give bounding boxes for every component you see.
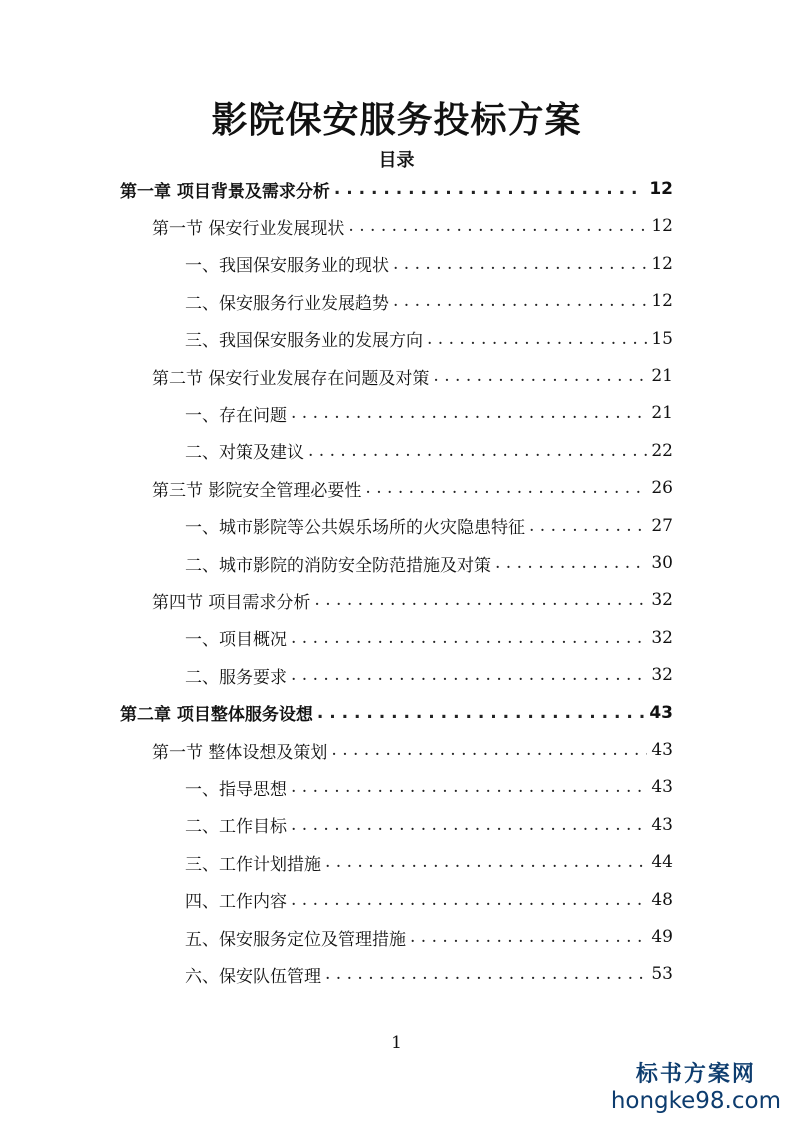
toc-entry-title: 二、服务要求	[185, 667, 287, 688]
toc-entry[interactable]	[185, 511, 673, 541]
toc-entry[interactable]	[185, 398, 673, 428]
toc-entry-page: 22	[651, 440, 673, 461]
toc-entry-page: 43	[651, 814, 673, 835]
toc-entry-title: 三、工作计划措施	[185, 854, 321, 875]
toc-dot-leader	[314, 590, 647, 610]
toc-dot-leader	[393, 291, 647, 311]
toc-dot-leader	[348, 216, 647, 236]
toc-entry-title: 五、保安服务定位及管理措施	[185, 929, 406, 950]
toc-entry-title: 三、我国保安服务业的发展方向	[185, 331, 423, 352]
toc-entry-page: 27	[651, 515, 673, 536]
toc-dot-leader	[410, 927, 647, 947]
toc-entry[interactable]	[185, 847, 673, 877]
toc-dot-leader	[291, 403, 647, 423]
toc-entry-page: 43	[651, 777, 673, 798]
toc-dot-leader	[365, 478, 647, 498]
toc-dot-leader	[393, 254, 647, 274]
toc-entry-page: 21	[651, 403, 673, 424]
toc-dot-leader	[291, 777, 647, 797]
toc-entry[interactable]	[120, 174, 673, 204]
toc-entry[interactable]	[185, 885, 673, 915]
toc-entry-page: 26	[651, 478, 673, 499]
toc-entry[interactable]	[185, 922, 673, 952]
toc-dot-leader	[325, 964, 647, 984]
toc-entry-page: 44	[651, 852, 673, 873]
toc-entry[interactable]	[185, 810, 673, 840]
toc-entry-page: 12	[651, 291, 673, 312]
toc-dot-leader	[291, 815, 647, 835]
toc-entry[interactable]	[185, 660, 673, 690]
page-number: 1	[391, 1033, 402, 1053]
toc-entry[interactable]	[185, 548, 673, 578]
toc-entry-page: 12	[649, 179, 673, 199]
toc-dot-leader	[529, 516, 647, 536]
toc-entry-page: 43	[651, 740, 673, 760]
toc-entry-page: 43	[649, 702, 673, 723]
toc-entry-title: 一、我国保安服务业的现状	[185, 256, 389, 277]
toc-entry[interactable]	[152, 211, 673, 241]
toc-dot-leader	[317, 703, 645, 723]
toc-entry-title: 第一章 项目背景及需求分析	[120, 181, 330, 202]
toc-entry-title: 第二章 项目整体服务设想	[120, 705, 313, 726]
toc-entry-title: 一、存在问题	[185, 405, 287, 426]
toc-entry[interactable]	[152, 585, 673, 615]
toc-entry[interactable]	[185, 249, 673, 279]
watermark-logo	[611, 1057, 781, 1114]
toc-entry-title: 二、工作目标	[185, 817, 287, 838]
toc-dot-leader	[331, 740, 647, 760]
toc-entry-page: 32	[651, 590, 673, 611]
toc-entry-title: 第三节 影院安全管理必要性	[152, 480, 362, 501]
toc-dot-leader	[495, 553, 647, 573]
toc-entry-title: 第一节 保安行业发展现状	[152, 218, 345, 239]
toc-entry-title: 一、项目概况	[185, 630, 287, 651]
toc-entry[interactable]	[185, 959, 673, 989]
toc-entry-title: 一、指导思想	[185, 779, 287, 800]
toc-entry-title: 第一节 整体设想及策划	[152, 742, 328, 763]
toc-entry-page: 12	[651, 253, 673, 274]
toc-entry-title: 二、城市影院的消防安全防范措施及对策	[185, 555, 491, 576]
toc-entry-page: 12	[651, 216, 673, 237]
toc-entry[interactable]	[185, 436, 673, 466]
toc-entry[interactable]	[185, 324, 673, 354]
toc-entry-page: 21	[651, 366, 673, 386]
toc-entry-page: 49	[651, 927, 673, 947]
toc-entry-title: 二、保安服务行业发展趋势	[185, 293, 389, 314]
watermark-cn-text: 标书方案网	[635, 1062, 756, 1087]
toc-entry-title: 六、保安队伍管理	[185, 966, 321, 987]
toc-entry-page: 32	[651, 627, 673, 648]
toc-entry-page: 15	[651, 328, 673, 349]
toc-heading: 目录	[378, 150, 415, 171]
toc-entry-page: 48	[651, 889, 673, 910]
toc-entry-title: 一、城市影院等公共娱乐场所的火灾隐患特征	[185, 518, 525, 539]
toc-dot-leader	[325, 852, 647, 872]
watermark-en-text: hongke98.com	[610, 1088, 781, 1114]
toc-entry-title: 四、工作内容	[185, 892, 287, 913]
toc-entry-title: 第四节 项目需求分析	[152, 592, 311, 613]
toc-entry-page: 53	[651, 964, 673, 985]
toc-entry[interactable]	[185, 286, 673, 316]
toc-entry[interactable]	[120, 698, 673, 728]
toc-dot-leader	[427, 329, 647, 349]
toc-dot-leader	[291, 628, 647, 648]
toc-entry[interactable]	[152, 473, 673, 503]
document-title: 影院保安服务投标方案	[211, 100, 582, 141]
toc-dot-leader	[291, 890, 647, 910]
toc-entry[interactable]	[152, 361, 673, 391]
toc-entry-title: 二、对策及建议	[185, 443, 304, 464]
toc-dot-leader	[291, 665, 647, 685]
toc-entry[interactable]	[185, 623, 673, 653]
toc-dot-leader	[433, 366, 647, 386]
toc-dot-leader	[334, 179, 645, 199]
toc-dot-leader	[308, 441, 647, 461]
toc-entry[interactable]	[152, 735, 673, 765]
toc-entry-page: 30	[651, 553, 673, 573]
toc-entry-page: 32	[651, 665, 673, 686]
toc-entry[interactable]	[185, 772, 673, 802]
toc-entry-title: 第二节 保安行业发展存在问题及对策	[152, 368, 430, 389]
